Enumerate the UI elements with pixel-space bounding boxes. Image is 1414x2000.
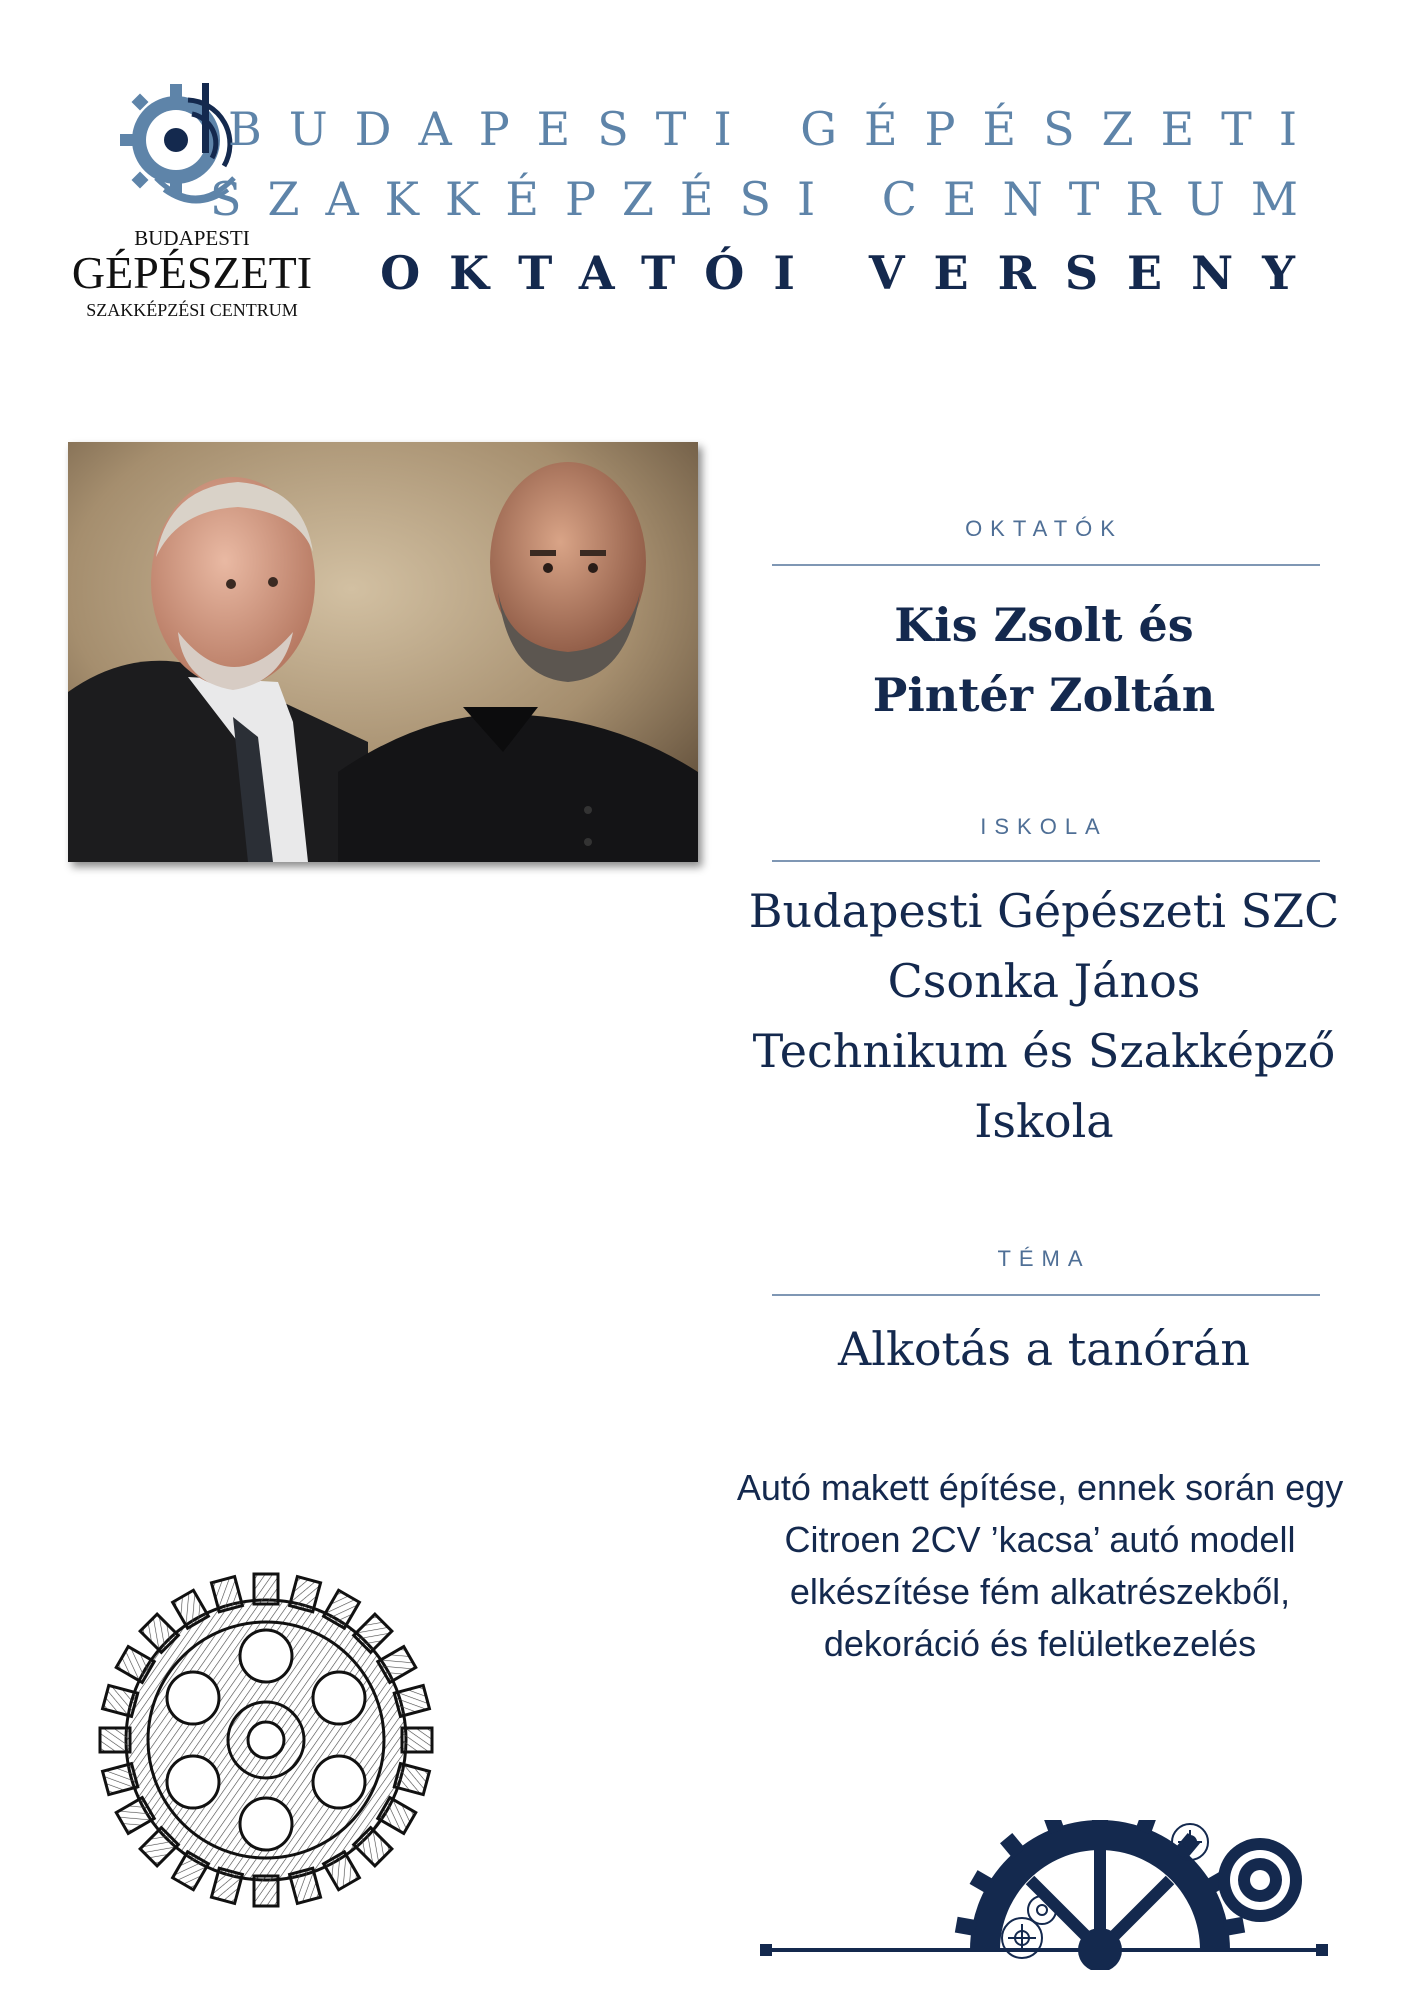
instructors-line: Pintér Zoltán	[872, 668, 1216, 722]
gears-decoration-icon	[760, 1820, 1340, 1970]
school-line: Budapesti Gépészeti SZC	[748, 884, 1340, 938]
description-line: Citroen 2CV ’kacsa’ autó modell	[784, 1519, 1296, 1560]
header-line-3: OKTATÓI VERSENY	[380, 246, 1324, 300]
divider	[772, 860, 1320, 862]
school-label: ISKOLA	[980, 814, 1108, 839]
description-line: elkészítése fém alkatrészekből,	[789, 1571, 1291, 1612]
school-line: Technikum és Szakképző	[752, 1024, 1336, 1078]
instructors-label: OKTATÓK	[965, 516, 1123, 541]
instructors-names	[770, 590, 1318, 730]
topic-label: TÉMA	[997, 1246, 1091, 1271]
description-line: dekoráció és felületkezelés	[823, 1623, 1257, 1664]
school-line: Csonka János	[887, 954, 1201, 1008]
topic-value: Alkotás a tanórán	[838, 1322, 1250, 1376]
divider	[772, 564, 1320, 566]
description	[690, 1462, 1390, 1670]
header-line-1: BUDAPESTI GÉPÉSZETI	[228, 102, 1324, 156]
gear-sketch-icon	[96, 1570, 436, 1910]
school-name	[740, 876, 1348, 1156]
description-line: Autó makett építése, ennek során egy	[736, 1467, 1344, 1508]
divider	[772, 1294, 1320, 1296]
logo-line-1: BUDAPESTI	[134, 226, 250, 250]
school-line: Iskola	[974, 1094, 1114, 1148]
instructors-photo	[68, 442, 698, 862]
instructors-line: Kis Zsolt és	[894, 598, 1194, 652]
header-line-2: SZAKKÉPZÉSI CENTRUM	[209, 172, 1324, 226]
logo-line-3: SZAKKÉPZÉSI CENTRUM	[86, 300, 298, 320]
logo-line-2: GÉPÉSZETI	[71, 247, 313, 298]
